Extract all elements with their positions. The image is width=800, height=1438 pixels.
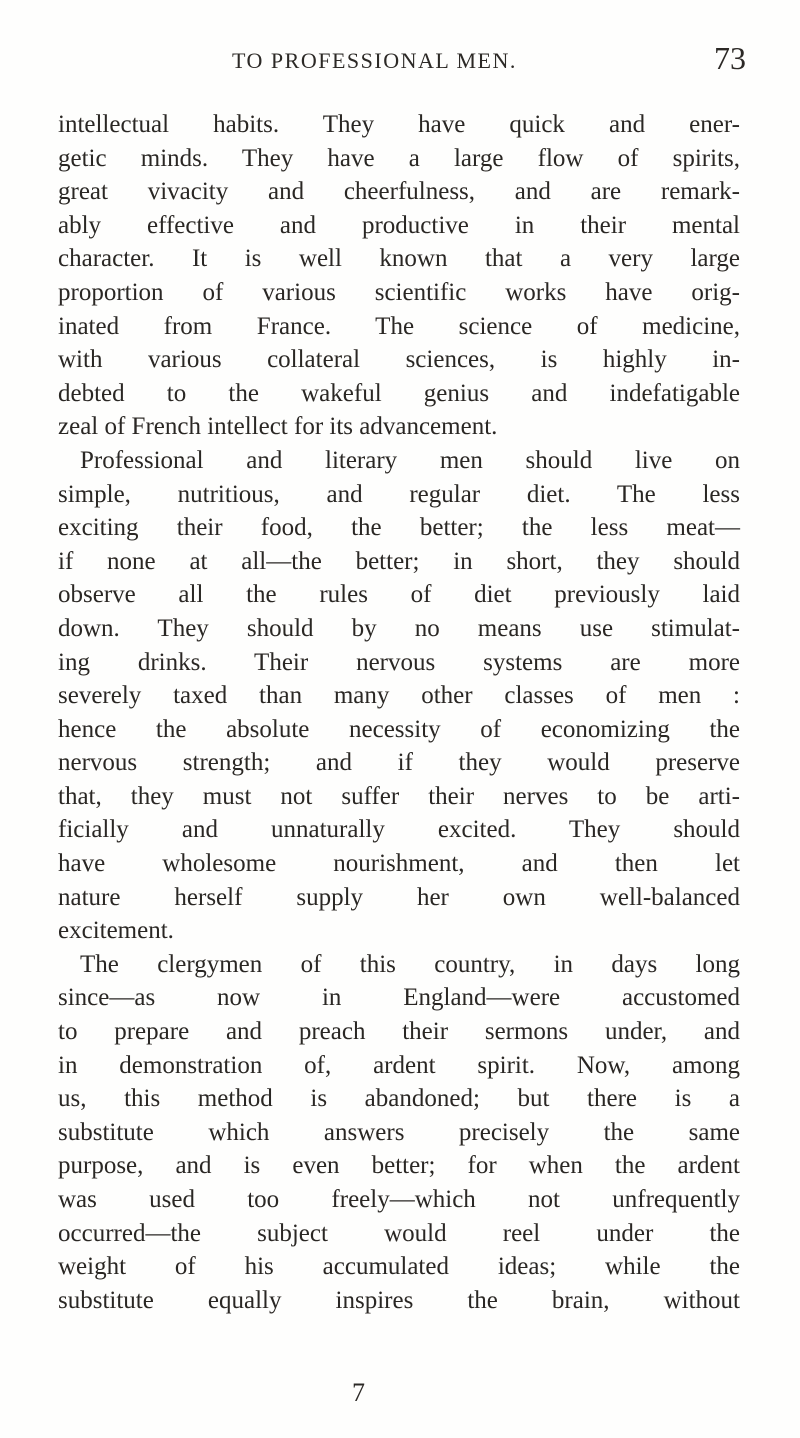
text-line: us, this method is abandoned; but there is a [58, 1085, 740, 1113]
paragraph-start-line: Professional and literary men should live on [80, 446, 740, 474]
running-head: TO PROFESSIONAL MEN. [232, 48, 517, 73]
text-line: debted to the wakeful genius and indefatigable [58, 379, 740, 407]
text-line: have wholesome nourishment, and then let [58, 850, 740, 878]
text-line: intellectual habits. They have quick and ener- [58, 111, 740, 138]
text-line: hence the absolute necessity of economizing the [58, 715, 740, 743]
text-line: in demonstration of, ardent spirit. Now, among [58, 1051, 740, 1079]
paragraph-end-line: excitement. [58, 917, 174, 945]
text-line: since—as now in England—were accustomed [58, 984, 740, 1012]
text-line: occurred—the subject would reel under the [58, 1219, 740, 1247]
text-line: purpose, and is even better; for when the ardent [58, 1152, 740, 1180]
text-line: nature herself supply her own well-balanced [58, 883, 740, 911]
text-line: ing drinks. Their nervous systems are more [58, 648, 740, 676]
text-line: with various collateral sciences, is highly in- [58, 346, 740, 374]
text-line: getic minds. They have a large flow of spirits, [58, 144, 740, 172]
text-line: was used too freely—which not unfrequently [58, 1186, 740, 1213]
page-number: 73 [714, 40, 746, 76]
signature-mark: 7 [352, 1378, 365, 1407]
text-line: that, they must not suffer their nerves to be arti- [58, 782, 740, 810]
text-line: nervous strength; and if they would preserve [58, 749, 740, 777]
text-line: ficially and unnaturally excited. They should [58, 816, 740, 844]
text-line: exciting their food, the better; the less meat— [58, 514, 740, 542]
text-line: ably effective and productive in their mental [58, 211, 740, 239]
text-line: down. They should by no means use stimulat- [58, 614, 740, 642]
text-line: if none at all—the better; in short, they should [58, 547, 740, 575]
paragraph-start-line: The clergymen of this country, in days long [80, 950, 740, 978]
text-line: character. It is well known that a very large [58, 245, 740, 273]
text-line: simple, nutritious, and regular diet. The less [58, 480, 740, 508]
text-line: observe all the rules of diet previously laid [58, 581, 740, 609]
text-line: weight of his accumulated ideas; while the [58, 1253, 740, 1281]
text-line: proportion of various scientific works have orig- [58, 278, 740, 306]
text-line: substitute equally inspires the brain, without [58, 1286, 740, 1314]
text-line: to prepare and preach their sermons under, and [58, 1018, 740, 1046]
body-text [58, 108, 740, 1317]
text-line: substitute which answers precisely the same [58, 1118, 740, 1146]
paragraph-end-line: zeal of French intellect for its advancement. [58, 413, 498, 441]
text-line: great vivacity and cheerfulness, and are remark- [58, 178, 740, 206]
text-line: severely taxed than many other classes of men : [58, 682, 740, 710]
text-line: inated from France. The science of medicine, [58, 312, 740, 340]
